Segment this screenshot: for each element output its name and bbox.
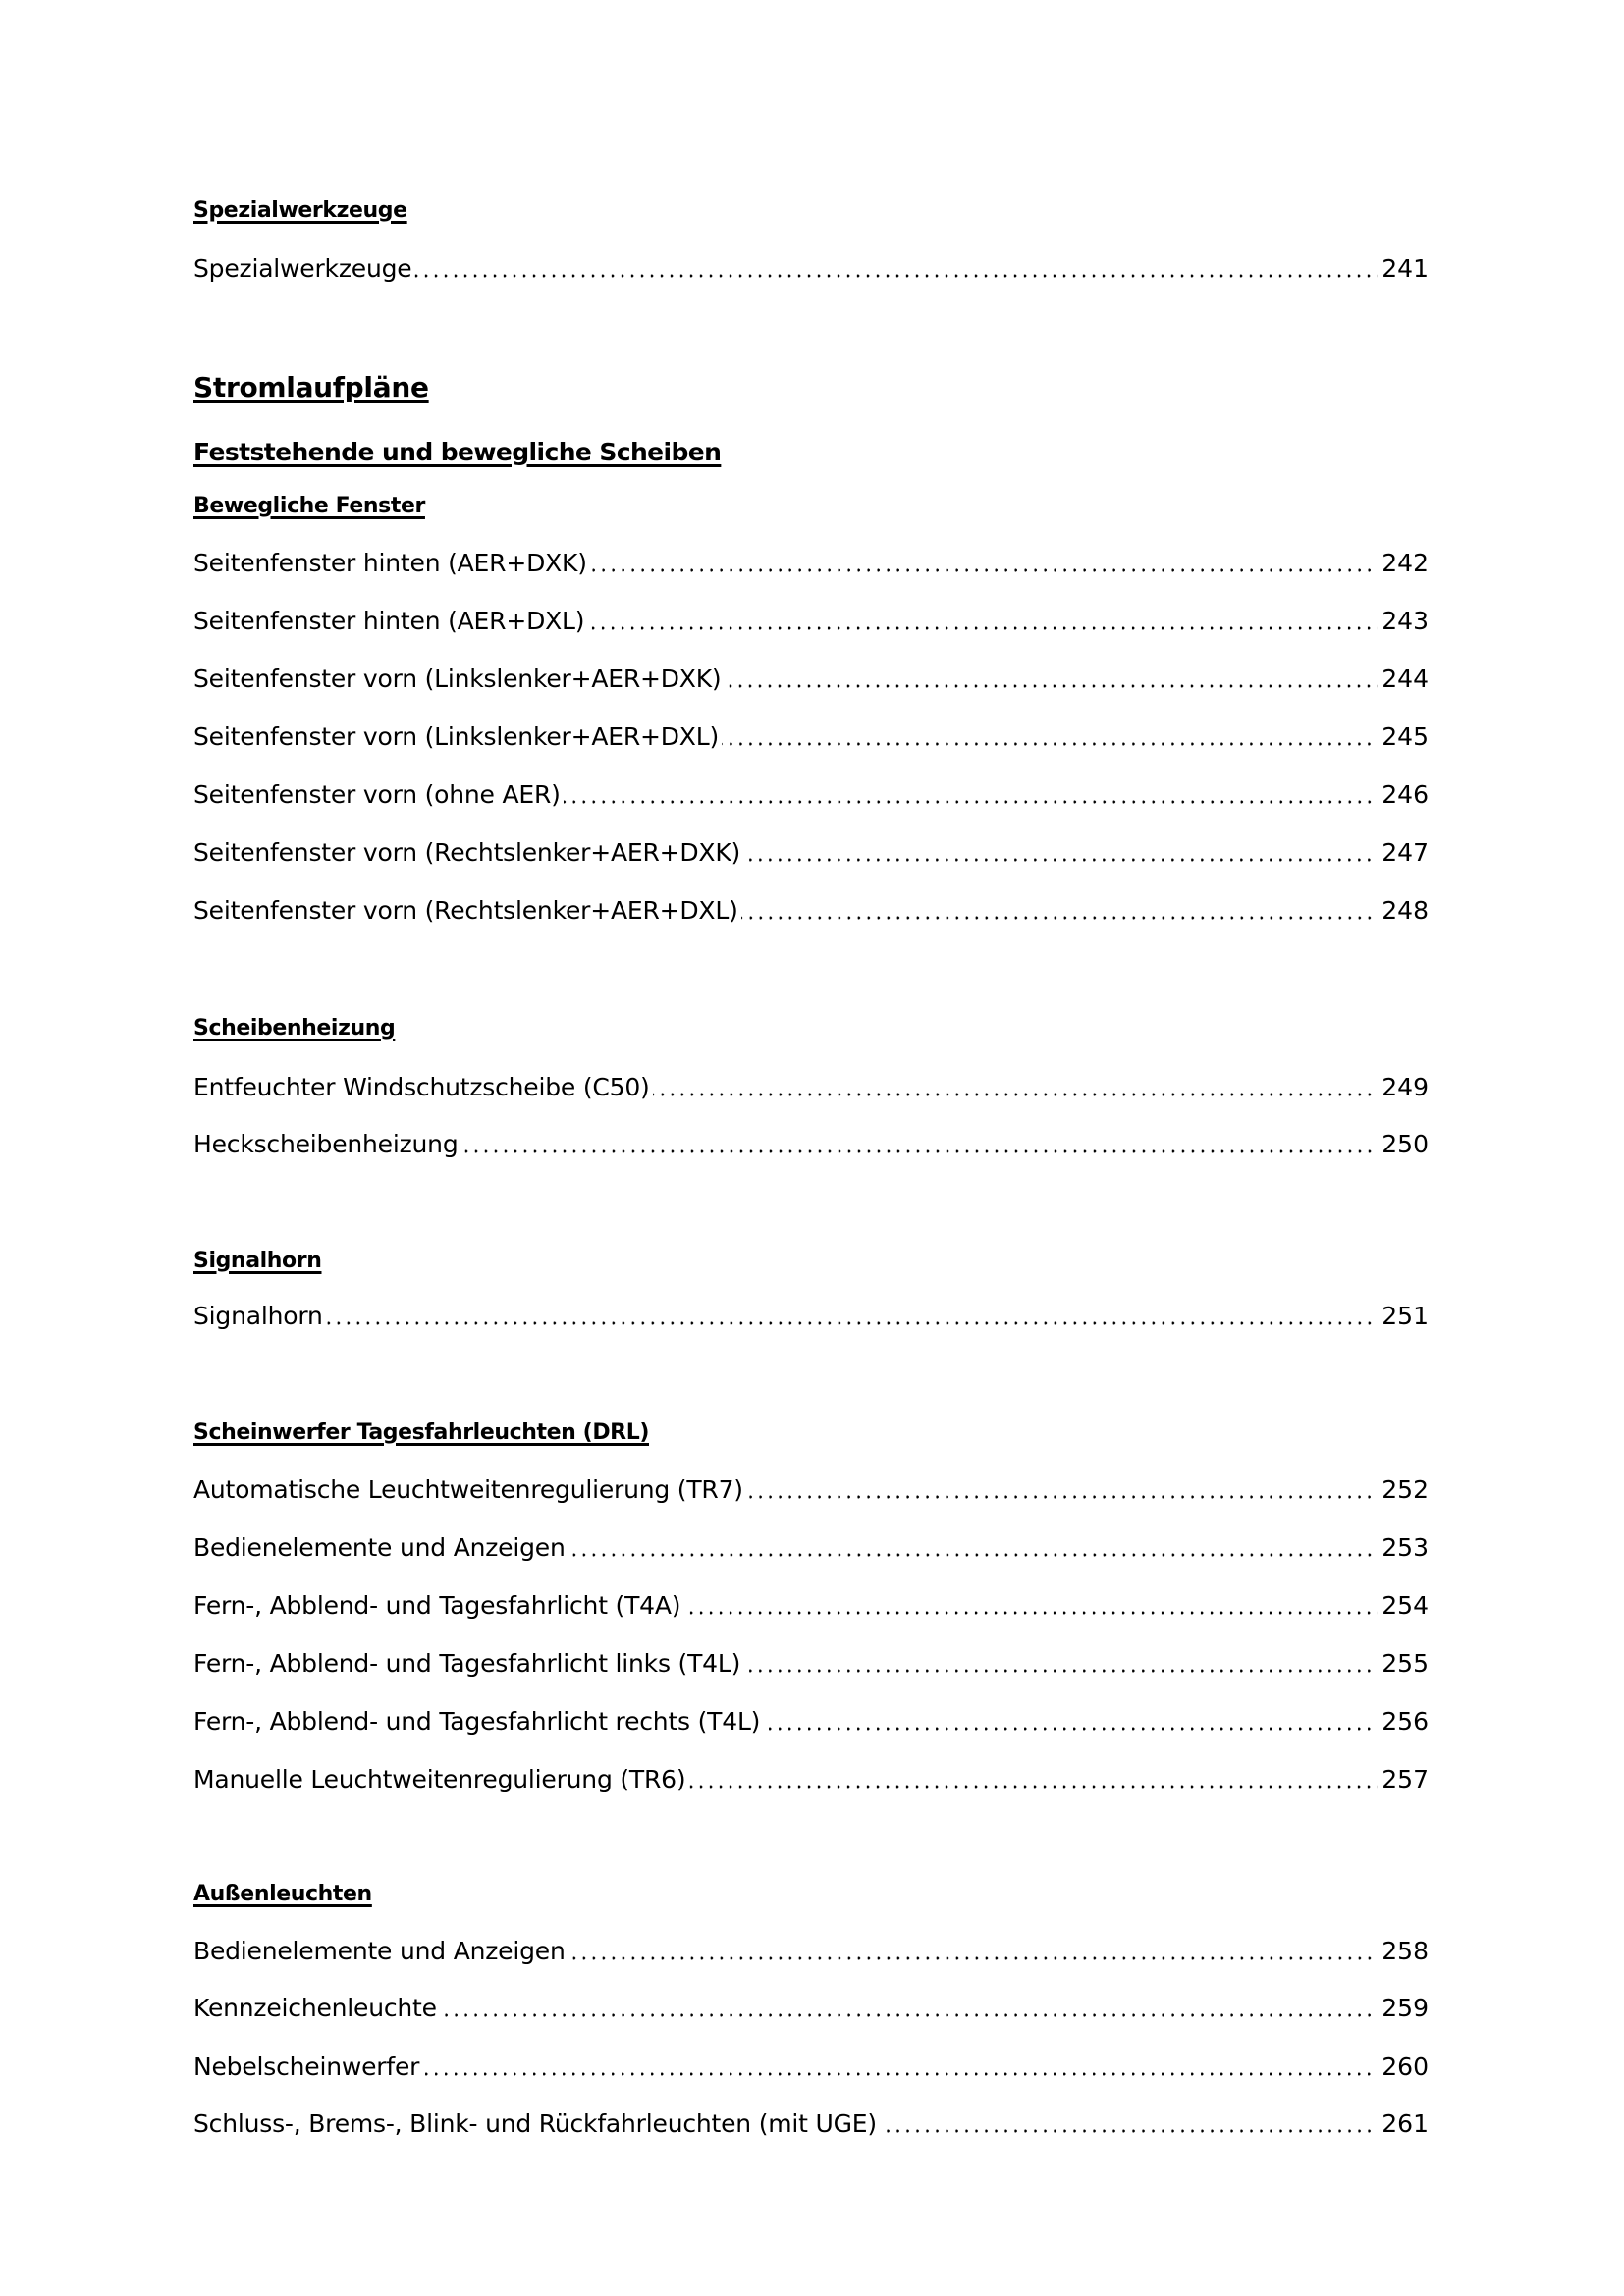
toc-entry-page: 255 bbox=[1381, 1649, 1429, 1678]
toc-entry[interactable] bbox=[193, 1130, 1429, 1159]
toc-entry[interactable] bbox=[193, 1937, 1429, 1966]
toc-entry-title: Fern-, Abblend- und Tagesfahrlicht links (T4L) bbox=[193, 1649, 741, 1678]
toc-entry-title: Seitenfenster vorn (Linkslenker+AER+DXK) bbox=[193, 665, 722, 693]
dot-leader bbox=[440, 2013, 1378, 2017]
chapter-title: Stromlaufpläne bbox=[193, 371, 429, 403]
subchapter-title: Feststehende und bewegliche Scheiben bbox=[193, 438, 722, 466]
toc-entry-page: 247 bbox=[1381, 838, 1429, 867]
dot-leader bbox=[422, 2072, 1378, 2076]
toc-entry[interactable] bbox=[193, 780, 1429, 810]
toc-entry-page: 242 bbox=[1381, 549, 1429, 577]
dot-leader bbox=[326, 1321, 1379, 1325]
toc-entry-page: 258 bbox=[1381, 1937, 1429, 1965]
dot-leader bbox=[653, 1093, 1379, 1096]
toc-entry-title: Fern-, Abblend- und Tagesfahrlicht (T4A) bbox=[193, 1591, 681, 1620]
toc-entry-title: Manuelle Leuchtweitenregulierung (TR6) bbox=[193, 1765, 686, 1793]
toc-entry-page: 246 bbox=[1381, 780, 1429, 809]
dot-leader bbox=[741, 916, 1379, 920]
dot-leader bbox=[568, 1956, 1379, 1960]
toc-entry-title: Automatische Leuchtweitenregulierung (TR7) bbox=[193, 1475, 743, 1504]
toc-entry[interactable] bbox=[193, 1591, 1429, 1621]
dot-leader bbox=[743, 858, 1378, 862]
toc-entry-title: Seitenfenster hinten (AER+DXK) bbox=[193, 549, 587, 577]
toc-entry-page: 252 bbox=[1381, 1475, 1429, 1504]
toc-entry-page: 256 bbox=[1381, 1707, 1429, 1735]
toc-entry-page: 261 bbox=[1381, 2109, 1429, 2138]
section-heading-scheinwerfer-drl: Scheinwerfer Tagesfahrleuchten (DRL) bbox=[193, 1420, 649, 1445]
section-heading-bewegliche-fenster: Bewegliche Fenster bbox=[193, 494, 425, 518]
toc-entry-page: 253 bbox=[1381, 1533, 1429, 1562]
dot-leader bbox=[722, 742, 1378, 746]
toc-entry[interactable] bbox=[193, 665, 1429, 694]
toc-entry[interactable] bbox=[193, 838, 1429, 868]
toc-entry[interactable] bbox=[193, 1533, 1429, 1563]
toc-entry-title: Schluss-, Brems-, Blink- und Rückfahrleuchten (mit UGE) bbox=[193, 2109, 877, 2138]
toc-entry[interactable] bbox=[193, 1994, 1429, 2023]
toc-entry-page: 249 bbox=[1381, 1073, 1429, 1101]
toc-entry[interactable] bbox=[193, 1302, 1429, 1331]
section-heading-aussenleuchten: Außenleuchten bbox=[193, 1882, 372, 1906]
section-heading-spezialwerkzeuge: Spezialwerkzeuge bbox=[193, 198, 407, 223]
toc-entry-title: Spezialwerkzeuge bbox=[193, 254, 412, 283]
toc-entry-page: 260 bbox=[1381, 2053, 1429, 2081]
toc-entry-page: 254 bbox=[1381, 1591, 1429, 1620]
toc-entry-title: Fern-, Abblend- und Tagesfahrlicht rechts (T4L) bbox=[193, 1707, 761, 1735]
toc-entry-page: 259 bbox=[1381, 1994, 1429, 2022]
toc-entry-title: Seitenfenster vorn (ohne AER) bbox=[193, 780, 561, 809]
toc-entry-page: 241 bbox=[1381, 254, 1429, 283]
dot-leader bbox=[414, 274, 1378, 278]
toc-entry-page: 243 bbox=[1381, 607, 1429, 635]
toc-entry-title: Kennzeichenleuchte bbox=[193, 1994, 437, 2022]
toc-entry[interactable] bbox=[193, 1765, 1429, 1794]
toc-entry[interactable] bbox=[193, 549, 1429, 578]
toc-entry[interactable] bbox=[193, 2109, 1429, 2139]
toc-entry[interactable] bbox=[193, 254, 1429, 284]
dot-leader bbox=[587, 626, 1378, 630]
dot-leader bbox=[880, 2129, 1378, 2133]
dot-leader bbox=[746, 1495, 1378, 1499]
toc-entry-page: 248 bbox=[1381, 896, 1429, 925]
toc-entry-page: 251 bbox=[1381, 1302, 1429, 1330]
toc-entry-title: Nebelscheinwerfer bbox=[193, 2053, 420, 2081]
toc-entry[interactable] bbox=[193, 896, 1429, 926]
toc-entry[interactable] bbox=[193, 607, 1429, 636]
section-heading-scheibenheizung: Scheibenheizung bbox=[193, 1016, 396, 1041]
toc-entry[interactable] bbox=[193, 1707, 1429, 1736]
toc-entry-title: Bedienelemente und Anzeigen bbox=[193, 1533, 566, 1562]
dot-leader bbox=[564, 800, 1379, 804]
toc-entry-title: Seitenfenster hinten (AER+DXL) bbox=[193, 607, 585, 635]
toc-entry-title: Signalhorn bbox=[193, 1302, 323, 1330]
toc-entry-title: Bedienelemente und Anzeigen bbox=[193, 1937, 566, 1965]
toc-entry-page: 244 bbox=[1381, 665, 1429, 693]
toc-entry-page: 257 bbox=[1381, 1765, 1429, 1793]
dot-leader bbox=[743, 1669, 1378, 1673]
toc-entry[interactable] bbox=[193, 1649, 1429, 1679]
toc-entry-title: Heckscheibenheizung bbox=[193, 1130, 459, 1158]
section-heading-signalhorn: Signalhorn bbox=[193, 1249, 322, 1273]
toc-entry-title: Seitenfenster vorn (Rechtslenker+AER+DXL) bbox=[193, 896, 738, 925]
toc-entry-title: Entfeuchter Windschutzscheibe (C50) bbox=[193, 1073, 650, 1101]
toc-entry-title: Seitenfenster vorn (Rechtslenker+AER+DXK) bbox=[193, 838, 741, 867]
toc-entry[interactable] bbox=[193, 1073, 1429, 1102]
dot-leader bbox=[590, 568, 1378, 572]
dot-leader bbox=[724, 684, 1378, 688]
toc-entry[interactable] bbox=[193, 1475, 1429, 1505]
dot-leader bbox=[461, 1149, 1379, 1153]
dot-leader bbox=[568, 1553, 1379, 1557]
toc-entry[interactable] bbox=[193, 2053, 1429, 2082]
dot-leader bbox=[683, 1611, 1378, 1615]
dot-leader bbox=[688, 1785, 1378, 1789]
toc-entry-page: 245 bbox=[1381, 722, 1429, 751]
dot-leader bbox=[763, 1727, 1378, 1731]
toc-entry-page: 250 bbox=[1381, 1130, 1429, 1158]
toc-entry-title: Seitenfenster vorn (Linkslenker+AER+DXL) bbox=[193, 722, 720, 751]
toc-entry[interactable] bbox=[193, 722, 1429, 752]
